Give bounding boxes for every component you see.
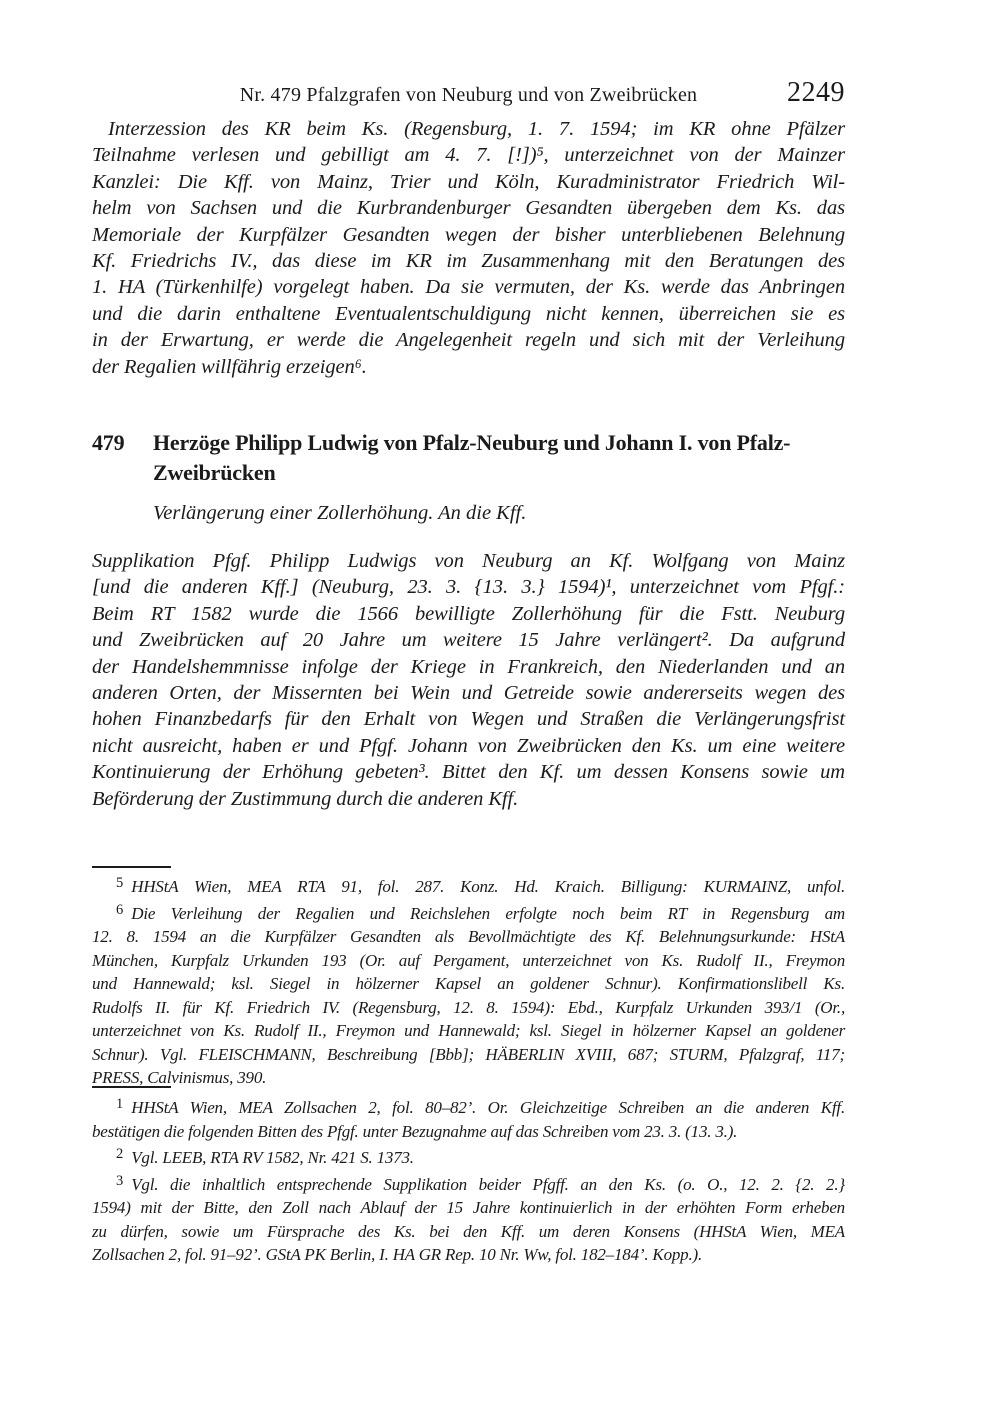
page-number: 2249 (787, 77, 845, 108)
footnote-block-previous (92, 872, 845, 1090)
text-line: Supplikation Pfgf. Philipp Ludwigs von Neuburg an Kf. Wolfgang von Mainz (92, 550, 845, 572)
body-paragraph (92, 548, 845, 812)
section-heading (92, 428, 882, 488)
footnote-text-line: bestätigen die folgenden Bitten des Pfgf. unter Bezugnahme auf das Schreiben vom 23. 3. (13. 3.). (92, 1121, 738, 1141)
intro-paragraph (92, 116, 845, 380)
text-line: anderen Orten, der Missernten bei Wein und Getreide sowie andererseits wegen des (92, 682, 845, 705)
text-line: hohen Finanzbedarfs für den Erhalt von Wegen und Straßen die Verlängerungsfrist (92, 708, 845, 731)
text-line: der Handelshemmnisse infolge der Kriege in Frankreich, den Niederlanden und an (92, 655, 845, 678)
text-line: Beim RT 1582 wurde die 1566 bewilligte Zollerhöhung für die Fstt. Neuburg (92, 602, 845, 625)
text-line: Interzession des KR beim Ks. (Regensburg, 1. 7. 1594; im KR ohne Pfälzer (108, 118, 845, 140)
footnote-marker: 1 (116, 1096, 124, 1112)
text-line: Kontinuierung der Erhöhung gebeten³. Bittet den Kf. um dessen Konsens sowie um (92, 761, 845, 784)
text-line: Memoriale der Kurpfälzer Gesandten wegen der bisher unterbliebenen Belehnung (92, 223, 845, 246)
footnote-text-line: 1594) mit der Bitte, den Zoll nach Ablauf der 15 Jahre kontinuierlich in der erhöhten Form erheben (92, 1198, 845, 1217)
footnote-text: HHStA Wien, MEA RTA 91, fol. 287. Konz. Hd. Kraich. Billigung: KURMAINZ, unfol. (131, 877, 845, 896)
footnote-text-line: München, Kurpfalz Urkunden 193 (Or. auf Pergament, unterzeichnet von Ks. Rudolf II., Freymon (92, 950, 845, 970)
text-line: Beförderung der Zustimmung durch die anderen Kff. (92, 787, 519, 810)
footnote-6 (92, 899, 845, 926)
section-number: 479 (92, 430, 125, 455)
text-line: in der Erwartung, er werde die Angelegenheit regeln und sich mit der Verleihung (92, 329, 845, 352)
text-line: Kanzlei: Die Kff. von Mainz, Trier und Köln, Kuradministrator Friedrich Wil- (92, 170, 845, 193)
footnote-text: Die Verleihung der Regalien und Reichslehen erfolgte noch beim RT in Regensburg am (131, 903, 845, 923)
footnote-marker: 5 (116, 875, 124, 891)
section-title-line: Zweibrücken (153, 460, 276, 485)
footnote-1 (92, 1093, 845, 1120)
footnote-block-current (92, 1093, 845, 1267)
text-line: und die darin enthaltene Eventualentschuldigung nicht kennen, überreichen sie es (92, 302, 845, 325)
text-line: [und die anderen Kff.] (Neuburg, 23. 3. {13. 3.} 1594)¹, unterzeichnet vom Pfgf.: (92, 576, 845, 599)
footnote-text: Vgl. die inhaltlich entsprechende Supplikation beider Pfgff. an den Ks. (o. O., 12. 2. {2. 2.} (131, 1174, 845, 1194)
footnote-text-line: Rudolfs II. für Kf. Friedrich IV. (Regensburg, 12. 8. 1594): Ebd., Kurpfalz Urkunden 393/1 (Or., (92, 997, 845, 1017)
footnote-marker: 6 (116, 901, 124, 918)
footnote-marker: 3 (116, 1172, 124, 1189)
running-title: Nr. 479 Pfalzgrafen von Neuburg und von Zweibrücken (239, 84, 698, 106)
footnote-text-line: 12. 8. 1594 an die Kurpfälzer Gesandten als Bevollmächtigte des Kf. Belehnungsurkunde: HStA (92, 927, 845, 946)
text-line: Teilnahme verlesen und gebilligt am 4. 7. [!])⁵, unterzeichnet von der Mainzer (92, 144, 845, 167)
text-line: der Regalien willfährig erzeigen⁶. (92, 355, 367, 378)
footnote-text-line: Zollsachen 2, fol. 91–92’. GStA PK Berlin, I. HA GR Rep. 10 Nr. Ww, fol. 182–184’. Kopp.). (92, 1245, 703, 1264)
footnote-5 (92, 872, 845, 899)
section-subtitle: Verlängerung einer Zollerhöhung. An die Kff. (153, 502, 527, 524)
footnote-text-line: PRESS, Calvinismus, 390. (92, 1068, 267, 1087)
footnote-text-line: Schnur). Vgl. FLEISCHMANN, Beschreibung [Bbb]; HÄBERLIN XVIII, 687; STURM, Pfalzgraf, 117; (92, 1044, 845, 1064)
footnote-3 (92, 1170, 845, 1197)
footnote-text-line: unterzeichnet von Ks. Rudolf II., Freymon und Hannewald; ksl. Siegel in hölzerner Kapsel an goldener (92, 1021, 845, 1040)
footnote-text: Vgl. LEEB, RTA RV 1582, Nr. 421 S. 1373. (131, 1148, 414, 1167)
footnote-separator (92, 866, 171, 868)
section-title-line: Herzöge Philipp Ludwig von Pfalz-Neuburg und Johann I. von Pfalz- (153, 430, 791, 455)
text-line: 1. HA (Türkenhilfe) vorgelegt haben. Da sie vermuten, der Ks. werde das Anbringen (92, 276, 845, 299)
text-line: und Zweibrücken auf 20 Jahre um weitere 15 Jahre verlängert². Da aufgrund (92, 629, 845, 652)
footnote-text-line: zu dürfen, sowie um Fürsprache des Ks. bei den Kff. um deren Konsens (HHStA Wien, MEA (92, 1221, 845, 1241)
footnote-2 (92, 1143, 845, 1170)
running-header (92, 77, 845, 108)
footnote-text-line: und Hannewald; ksl. Siegel in hölzerner Kapsel an goldener Schnur). Konfirmationslibell Ks. (92, 974, 845, 993)
text-line: helm von Sachsen und die Kurbrandenburger Gesandten übergeben dem Ks. das (92, 197, 845, 220)
footnote-marker: 2 (116, 1146, 124, 1162)
footnote-separator (92, 1086, 171, 1088)
text-line: nicht ausreicht, haben er und Pfgf. Johann von Zweibrücken den Ks. um eine weitere (92, 734, 845, 757)
footnote-text: HHStA Wien, MEA Zollsachen 2, fol. 80–82’. Or. Gleichzeitige Schreiben an die anderen Kff. (131, 1098, 845, 1117)
section-title (153, 428, 882, 488)
text-line: Kf. Friedrichs IV., das diese im KR im Zusammenhang mit den Beratungen des (92, 250, 845, 273)
